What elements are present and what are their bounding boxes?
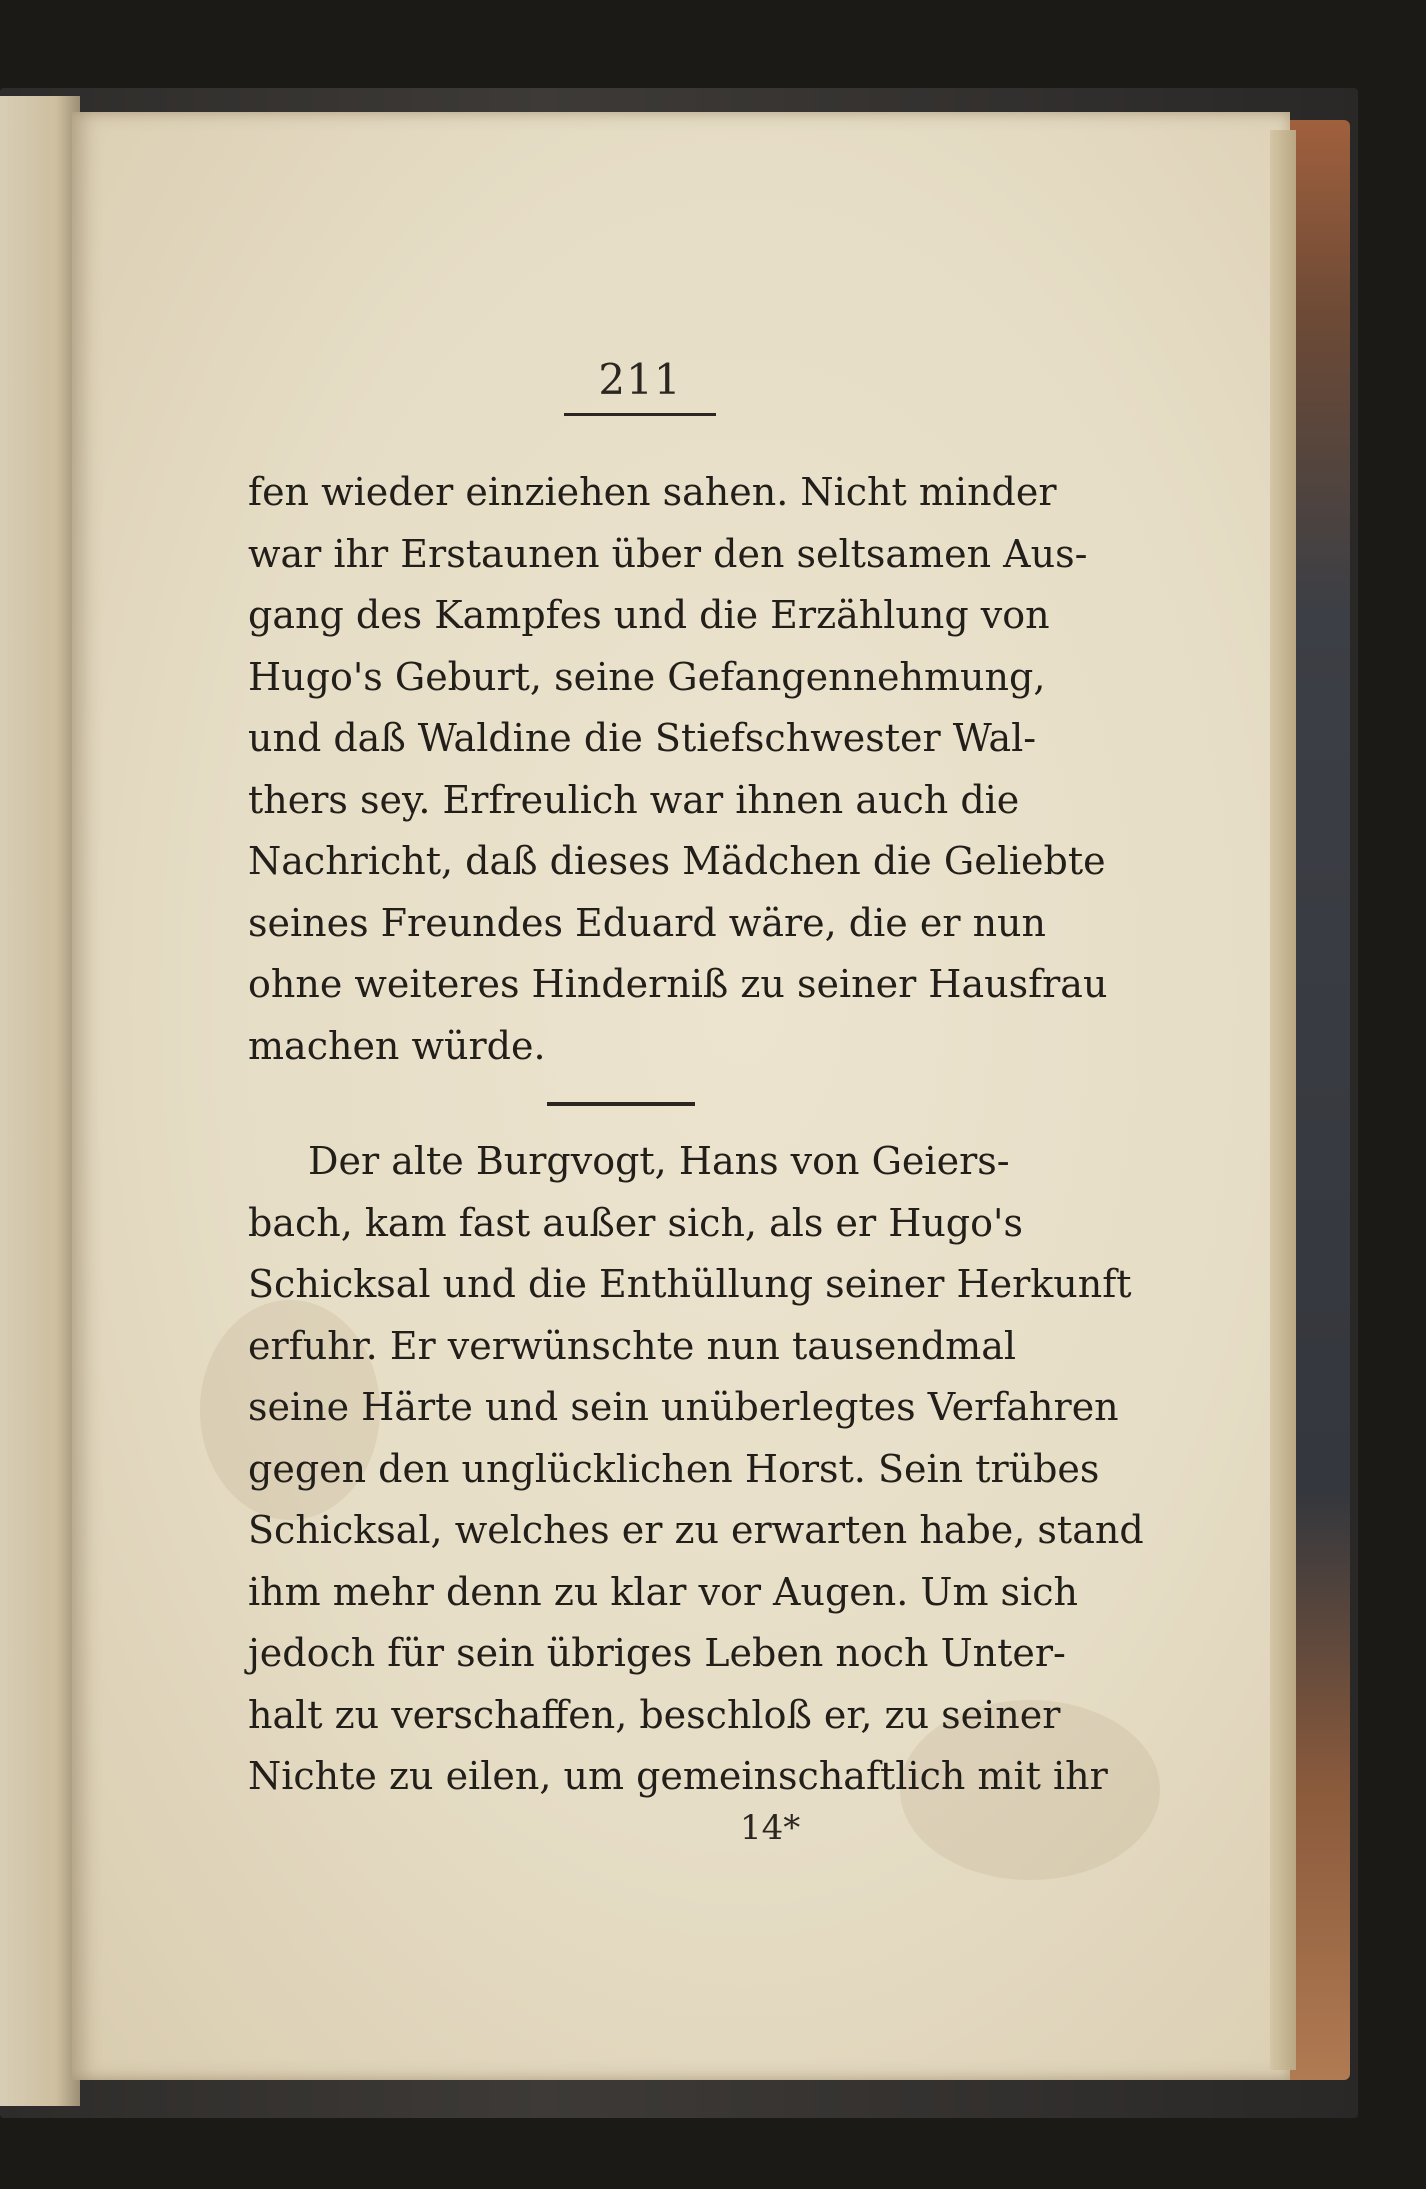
text-line: Der alte Burgvogt, Hans von Geiers- [308,1139,1010,1183]
header-rule [564,413,716,416]
text-line: war ihr Erstaunen über den seltsamen Aus- [248,531,1088,576]
text-line: und daß Waldine die Stiefschwester Wal- [248,716,1037,760]
text-line: Hugo's Geburt, seine Gefangennehmung, [248,654,1046,699]
cover-spine-edge [1290,120,1350,2080]
text-line: halt zu verschaffen, beschloß er, zu seiner [248,1692,1061,1737]
page-number: 211 [598,355,682,404]
signature-mark: 14* [740,1808,801,1848]
page-fore-edge [1270,130,1296,2070]
page-header [560,355,720,416]
facing-page-edge [0,96,80,2106]
text-line: ihm mehr denn zu klar vor Augen. Um sich [248,1569,1078,1614]
text-line: jedoch für sein übriges Leben noch Unter- [248,1631,1066,1675]
text-line: Nichte zu eilen, um gemeinschaftlich mit ihr [248,1754,1108,1798]
text-line: seine Härte und sein unüberlegtes Verfahren [248,1385,1119,1429]
text-line: machen würde. [248,1023,546,1068]
text-line: Schicksal, welches er zu erwarten habe, stand [248,1508,1144,1552]
text-line: seines Freundes Eduard wäre, die er nun [248,900,1046,945]
text-line: gang des Kampfes und die Erzählung von [248,593,1050,637]
paragraph-two [248,1131,1144,1808]
section-divider [547,1102,695,1106]
text-line: bach, kam fast außer sich, als er Hugo's [248,1200,1023,1245]
text-line: Nachricht, daß dieses Mädchen die Geliebte [248,839,1106,883]
text-line: erfuhr. Er verwünschte nun tausendmal [248,1323,1017,1368]
text-line: ohne weiteres Hinderniß zu seiner Hausfrau [248,962,1108,1006]
text-line: fen wieder einziehen sahen. Nicht minder [248,470,1057,514]
text-line: thers sey. Erfreulich war ihnen auch die [248,777,1020,822]
text-line: Schicksal und die Enthüllung seiner Herkunft [248,1262,1132,1306]
text-line: gegen den unglücklichen Horst. Sein trübes [248,1446,1100,1491]
paragraph-one [248,462,1108,1077]
